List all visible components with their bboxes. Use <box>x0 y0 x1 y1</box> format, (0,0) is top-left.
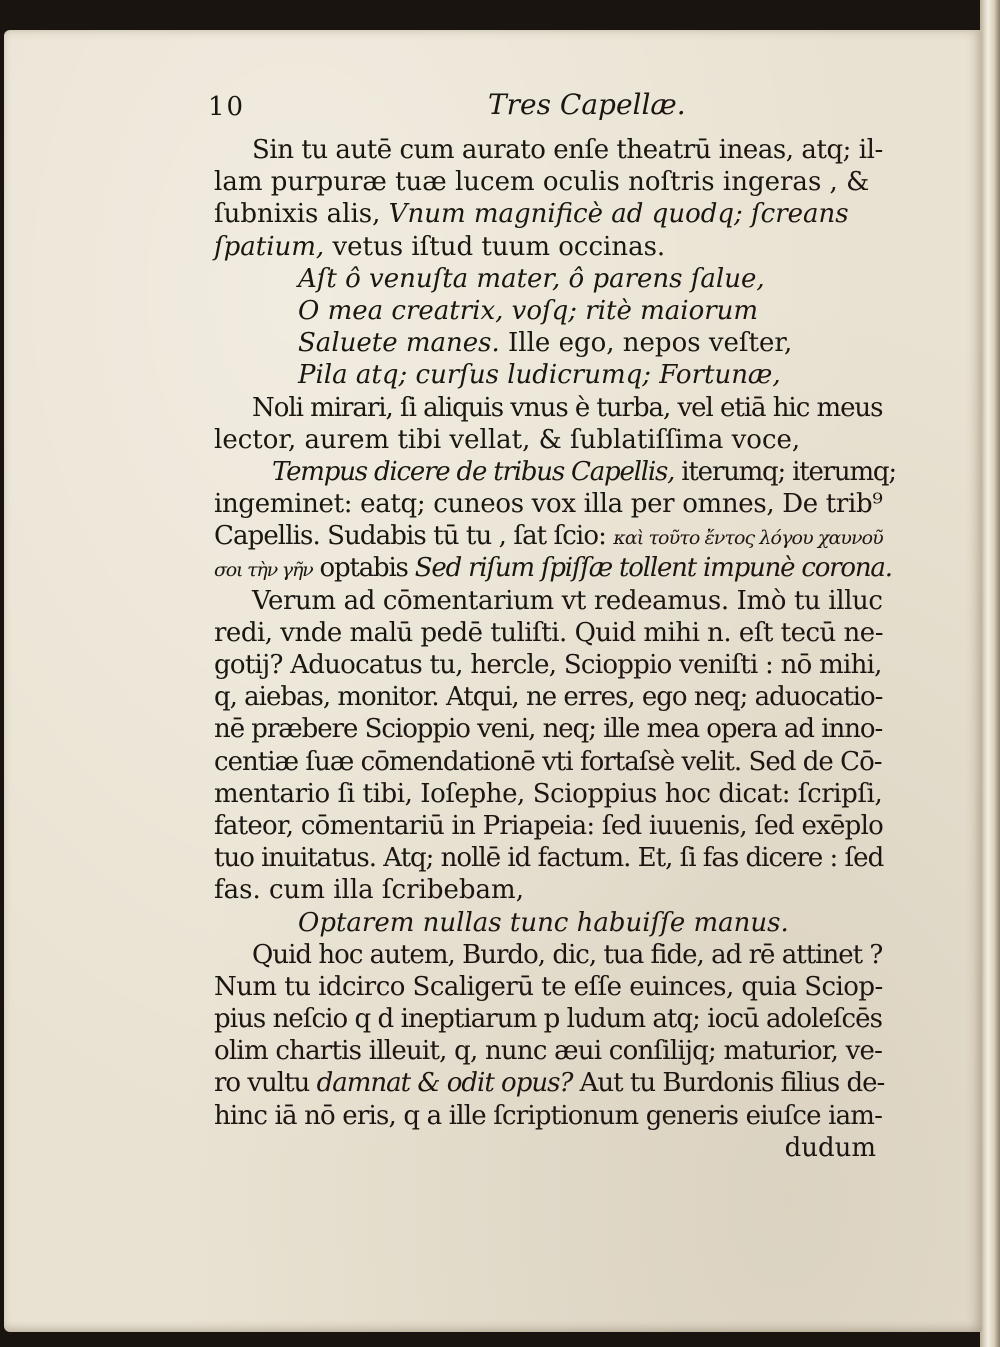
text-line <box>214 1100 882 1132</box>
italic-text: Sed riſum ſpiſſæ tollent impunè corona. <box>414 553 892 584</box>
text-line <box>214 359 882 391</box>
text-run: Verum ad cōmentarium vt redeamus. Imò tu illuc <box>252 585 883 616</box>
text-run: ſubnixis alis, <box>214 199 389 230</box>
body-text <box>214 134 896 1164</box>
text-line <box>214 198 882 230</box>
text-line <box>214 424 882 456</box>
text-line <box>214 134 882 166</box>
text-line <box>214 520 882 552</box>
page-number: 10 <box>208 92 246 122</box>
text-run: ro vultu <box>214 1068 317 1099</box>
running-head: Tres Capellæ. <box>488 88 686 121</box>
text-run: pius neſcio q d ineptiarum p ludum atq; iocū adoleſcēs <box>214 1004 882 1035</box>
text-line <box>214 295 882 327</box>
text-run: mentario ſi tibi, Ioſephe, Scioppius hoc dicat: ſcripſi, <box>214 778 883 809</box>
text-line <box>214 166 882 198</box>
text-line <box>214 810 882 842</box>
greek-text: σοι τὴν γῆν <box>214 559 313 582</box>
text-line <box>214 231 882 263</box>
text-run: ingeminet: eatq; cuneos vox illa per omnes, De trib⁹ <box>214 489 883 520</box>
text-run: Capellis. Sudabis tū tu , ſat ſcio: <box>214 521 614 552</box>
text-run: q, aiebas, monitor. Atqui, ne erres, ego neq; aduocatio- <box>214 682 883 713</box>
text-run: Sin tu autē cum aurato enſe theatrū ineas, atq; il- <box>252 135 883 165</box>
page-edge <box>980 0 1000 1347</box>
text-run: lam purpuræ tuæ lucem oculis noſtris ingeras , & <box>214 167 870 198</box>
text-line <box>214 617 882 649</box>
text-line <box>214 1035 882 1067</box>
text-line <box>214 842 882 874</box>
italic-text: O mea creatrix, voſq; ritè maiorum <box>298 295 759 326</box>
text-run: tuo inuitatus. Atq; nollē id factum. Et, ſi fas dicere : ſed <box>214 843 884 874</box>
text-run: olim chartis illeuit, q, nunc æui conſilijq; maturior, ve- <box>214 1036 883 1067</box>
text-run: Noli mirari, ſi aliquis vnus è turba, vel etiā hic meus <box>252 392 883 423</box>
text-line <box>214 746 882 778</box>
text-line <box>214 552 892 584</box>
text-line <box>214 939 882 971</box>
text-line <box>214 681 882 713</box>
text-run: Ille ego, nepos veſter, <box>499 328 793 359</box>
text-run: iterumq; iterumq; <box>674 456 896 487</box>
text-line <box>214 713 882 745</box>
text-run: redi, vnde malū pedē tuliſti. Quid mihi n. eſt tecū ne- <box>214 617 883 648</box>
italic-text: ſpatium, <box>214 231 325 262</box>
italic-text: Vnum magnificè ad quodq; ſcreans <box>388 199 849 230</box>
text-run: dudum <box>784 1132 876 1163</box>
text-run: Num tu idcirco Scaligerū te eſſe euinces, quia Sciop- <box>214 971 883 1002</box>
text-line <box>214 392 882 424</box>
text-line <box>214 327 882 359</box>
text-line <box>214 1132 882 1164</box>
text-line <box>214 263 882 295</box>
text-run: Aut tu Burdonis filius de- <box>572 1068 885 1099</box>
text-run: hinc iā nō eris, q a ille ſcriptionum generis eiuſce iam- <box>214 1100 883 1131</box>
text-line <box>214 778 882 810</box>
text-run: fateor, cōmentariū in Priapeia: ſed iuuenis, ſed exēplo <box>214 810 884 841</box>
italic-text: Saluete manes. <box>298 328 500 359</box>
text-line <box>214 874 882 906</box>
text-line <box>214 1003 882 1035</box>
italic-text: Optarem nullas tunc habuiſſe manus. <box>298 907 789 938</box>
text-line <box>214 649 882 681</box>
text-run: vetus iſtud tuum occinas. <box>324 231 666 262</box>
italic-text: Aſt ô venuſta mater, ô parens ſalue, <box>298 263 765 294</box>
text-run: optabis <box>312 553 415 584</box>
text-line <box>214 1067 885 1099</box>
text-line <box>214 907 882 939</box>
text-line <box>214 488 882 520</box>
text-line <box>214 971 882 1003</box>
text-run: nē præbere Scioppio veni, neq; ille mea opera ad inno- <box>214 714 883 745</box>
text-line <box>214 585 882 617</box>
greek-text: καὶ τοῦτο ἔντος λόγου χαυνοῦ <box>613 527 883 550</box>
text-line <box>214 456 896 488</box>
italic-text: Pila atq; curſus ludicrumq; Fortunæ, <box>298 360 781 391</box>
italic-text: damnat & odit opus? <box>316 1068 573 1099</box>
italic-text: Tempus dicere de tribus Capellis, <box>272 456 675 487</box>
text-run: gotij? Aduocatus tu, hercle, Scioppio veniſti : nō mihi, <box>214 650 882 680</box>
text-run: lector, aurem tibi vellat, & ſublatiſſima voce, <box>214 424 801 455</box>
text-run: Quid hoc autem, Burdo, dic, tua fide, ad rē attinet ? <box>252 939 883 970</box>
page-header <box>0 0 1000 130</box>
text-run: centiæ ſuæ cōmendationē vti fortaſsè velit. Sed de Cō- <box>214 746 882 777</box>
text-run: fas. cum illa ſcribebam, <box>214 875 524 906</box>
